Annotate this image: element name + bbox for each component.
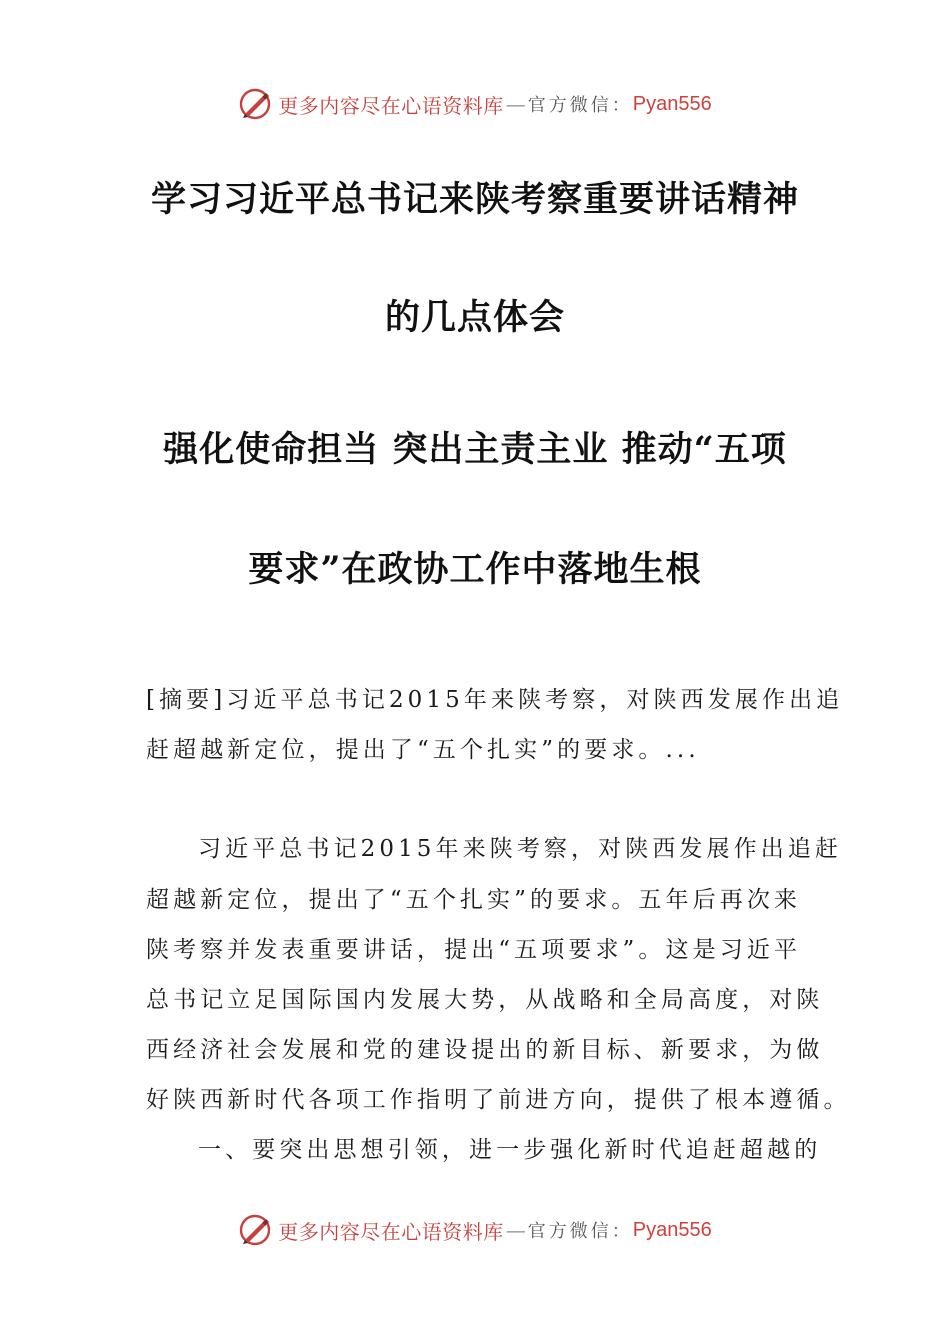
watermark-separator: — [505,92,526,116]
footer-watermark [0,1210,950,1250]
watermark-label: 官方微信： [527,95,633,116]
watermark-label: 官方微信： [527,1221,633,1242]
watermark-separator: — [505,1218,526,1242]
watermark-text: 更多内容尽在心语资料库 [278,1219,504,1244]
abstract-line-1: [摘要]习近平总书记2015年来陕考察，对陕西发展作出追 [146,687,844,713]
document-title-line-1: 学习习近平总书记来陕考察重要讲话精神 [150,179,799,220]
body-line: 超越新定位，提出了“五个扎实”的要求。五年后再次来 [146,887,802,913]
abstract-line-2: 赶超越新定位，提出了“五个扎实”的要求。... [146,737,700,763]
body-line: 总书记立足国际国内发展大势，从战略和全局高度，对陕 [146,987,824,1013]
body-line: 陕考察并发表重要讲话，提出“五项要求”。这是习近平 [146,937,802,963]
watermark-text: 更多内容尽在心语资料库 [278,93,504,118]
pen-logo-icon [238,1213,272,1247]
body-line: 习近平总书记2015年来陕考察，对陕西发展作出追赶 [198,836,843,862]
document-subtitle-line-1: 强化使命担当 突出主责主业 推动“五项 [163,429,787,470]
body-line: 西经济社会发展和党的建设提出的新目标、新要求，为做 [146,1037,824,1063]
section-heading-line: 一、要突出思想引领，进一步强化新时代追赶超越的 [198,1137,822,1163]
header-watermark [0,84,950,124]
watermark-id: Pyan556 [632,92,712,115]
watermark-id: Pyan556 [632,1218,712,1241]
body-line: 好陕西新时代各项工作指明了前进方向，提供了根本遵循。 [146,1087,851,1113]
document-subtitle-line-2: 要求”在政协工作中落地生根 [248,549,702,590]
document-title-line-2: 的几点体会 [384,297,565,338]
pen-logo-icon [238,87,272,121]
